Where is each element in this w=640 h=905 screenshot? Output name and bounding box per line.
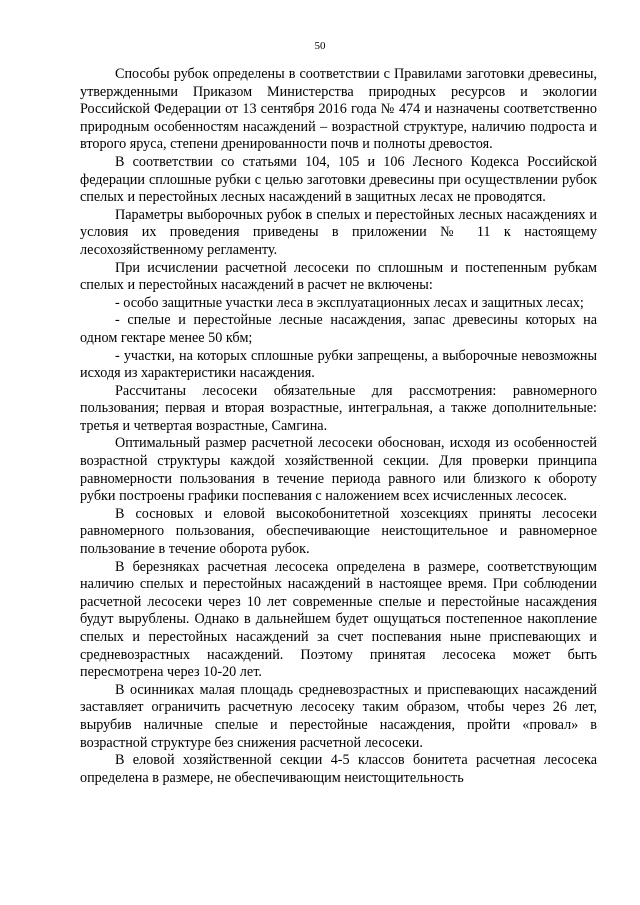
paragraph-pine-spruce: В сосновых и еловой высокобонитетной хозсекциях приняты лесосеки равномерного пользования, обеспечивающие неистощительное и равномерное пользование в течение оборота рубок.	[80, 505, 597, 558]
paragraph-selective-parameters: Параметры выборочных рубок в спелых и перестойных лесных насаждениях и условия их проведения приведены в приложении № 11 к настоящему лесохозяйственному регламенту.	[80, 206, 597, 258]
list-item-protective-areas: - особо защитные участки леса в эксплуатационных лесах и защитных лесах;	[115, 294, 584, 311]
page-number: 50	[314, 40, 326, 52]
paragraph-forest-code: В соответствии со статьями 104, 105 и 106 Лесного Кодекса Российской федерации сплошные рубки с целью заготовки древесины при осуществлении рубок спелых и перестойных лесных насаждений в защитных лесах не проводятся.	[80, 153, 597, 206]
paragraph-optimal-size: Оптимальный размер расчетной лесосеки обоснован, исходя из особенностей возрастной структуры каждой хозяйственной секции. Для проверки принципа равномерности пользования в течение периода равного или близкого к обороту рубки построены графики поспевания с наложением всех исчисленных лесосек.	[80, 435, 597, 505]
paragraph-aspen: В осинниках малая площадь средневозрастных и приспевающих насаждений заставляет ограничить расчетную лесосеку таким образом, чтобы через 26 лет, вырубив наличные спелые и перестойные насаждения, пройти «провал» в возрастной структуре без снижения расчетной лесосеки.	[80, 681, 597, 751]
paragraph-spruce-low-class: В еловой хозяйственной секции 4-5 классов бонитета расчетная лесосека определена в размере, не обеспечивающим неистощительность	[80, 752, 597, 786]
paragraph-exclusions-intro: При исчислении расчетной лесосеки по сплошным и постепенным рубкам спелых и перестойных насаждений в расчет не включены:	[80, 259, 597, 294]
paragraph-calculated-cuttings: Рассчитаны лесосеки обязательные для рассмотрения: равномерного пользования; первая и вторая возрастные, интегральная, а также дополнительные: третья и четвертая возрастные, Самгина.	[80, 382, 597, 434]
list-item-low-stock: - спелые и перестойные лесные насаждения, запас древесины которых на одном гектаре менее 50 кбм;	[80, 312, 597, 346]
document-body	[80, 66, 597, 787]
paragraph-cutting-methods: Способы рубок определены в соответствии с Правилами заготовки древесины, утвержденными Приказом Министерства природных ресурсов и экологии Российской Федерации от 13 сентября 2016 года № 474 и назначены соответственно природным особенностям насаждений – возрастной структуре, наличию подроста и второго яруса, степени дренированности почв и полноты древостоя.	[80, 66, 597, 153]
paragraph-birch: В березняках расчетная лесосека определена в размере, соответствующим наличию спелых и перестойных насаждений в настоящее время. При соблюдении расчетной лесосеки через 10 лет современные спелые и перестойные насаждения будут вырублены. Однако в дальнейшем будет ощущаться постепенное накопление спелых и перестойных насаждений за счет поспевания ныне приспевающих и средневозрастных насаждений. Поэтому принятая лесосека может быть пересмотрена через 10-20 лет.	[80, 558, 597, 681]
list-item-prohibited: - участки, на которых сплошные рубки запрещены, а выборочные невозможны исходя из характеристики насаждения.	[80, 347, 597, 382]
